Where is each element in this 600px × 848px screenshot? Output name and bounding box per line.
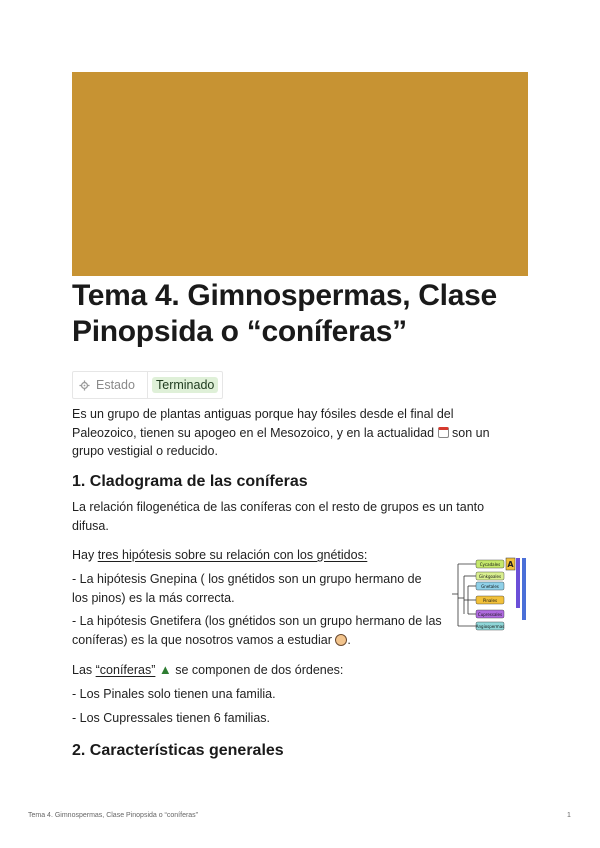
property-row [72, 371, 223, 399]
orders-suffix: se componen de dos órdenes: [175, 663, 344, 677]
coniferas-link[interactable]: “coníferas” [95, 663, 156, 677]
clado-label-0: Cycadales [479, 562, 501, 567]
clado-bracket-1 [516, 558, 520, 608]
orders-intro [72, 661, 512, 680]
hypotheses-intro [72, 546, 442, 565]
status-badge: Terminado [152, 377, 218, 393]
section-heading-2: 2. Características generales [72, 742, 284, 759]
hypothesis-gnetifera [72, 612, 442, 649]
hypothesis-gnetifera-text: - La hipótesis Gnetifera (los gnétidos son un grupo hermano de las coníferas) es la que nosotros vamos a estudiar [72, 614, 442, 647]
intro-text: Es un grupo de plantas antiguas porque hay fósiles desde el final del Paleozoico, tienen su apogeo en el Mesozoico, y en la actualidad [72, 407, 454, 440]
student-icon [335, 634, 347, 646]
calendar-icon [438, 427, 449, 438]
clado-label-1: Ginkgoales [478, 574, 502, 579]
hypotheses-prefix: Hay [72, 548, 98, 562]
intro-text-end: son un grupo vestigial o reducido. [72, 425, 490, 458]
property-label: Estado [96, 378, 135, 392]
clado-tag-a-label: A [507, 560, 514, 569]
page-number: 1 [567, 812, 571, 819]
cover-image [72, 72, 528, 276]
hypothesis-gnepina: - La hipótesis Gnepina ( los gnétidos son un grupo hermano de los pinos) es la más correcta. [72, 572, 422, 605]
clado-label-5: Angiospermas [475, 624, 505, 629]
order-cupressales: - Los Cupressales tienen 6 familias. [72, 711, 271, 725]
section-heading-1: 1. Cladograma de las coníferas [72, 473, 308, 490]
hypothesis-end: . [347, 632, 351, 647]
tree-icon: ▲ [158, 662, 172, 677]
property-name [73, 372, 148, 398]
clado-label-4: Cupressales [477, 612, 503, 617]
page-title: Tema 4. Gimnospermas, Clase Pinopsida o “coníferas” [72, 279, 497, 348]
order-pinales: - Los Pinales solo tienen una familia. [72, 687, 276, 701]
clado-label-2: Gnetales [481, 584, 499, 589]
footer-title: Tema 4. Gimnospermas, Clase Pinopsida o “coníferas” [28, 812, 199, 819]
clado-label-3: Pinales [482, 598, 498, 603]
hypotheses-link[interactable]: tres hipótesis sobre su relación con los gnétidos: [97, 548, 368, 562]
orders-prefix: Las [72, 663, 96, 677]
cladogram-image [448, 556, 534, 634]
clado-bracket-2 [522, 558, 526, 620]
intro-paragraph [72, 405, 512, 461]
gear-icon [79, 380, 90, 391]
property-value[interactable] [148, 372, 222, 398]
cladogram-paragraph: La relación filogenética de las coníferas con el resto de grupos es un tanto difusa. [72, 500, 485, 533]
